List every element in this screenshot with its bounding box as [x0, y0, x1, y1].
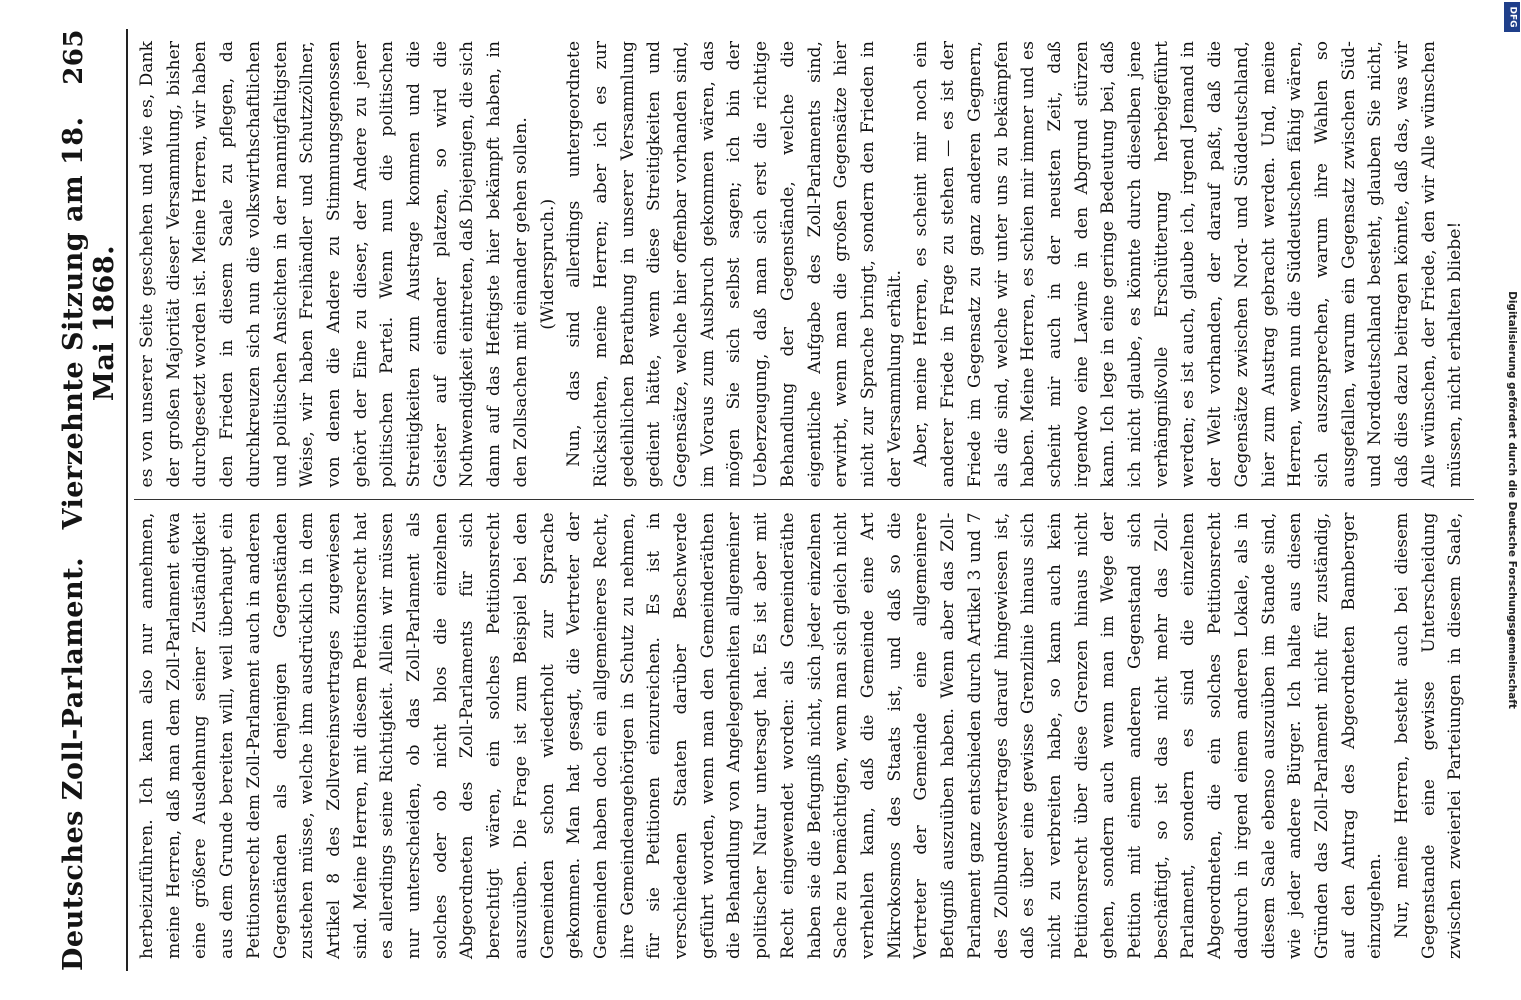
- paragraph: herbeizuführen. Ich kann also nur annehmen, meine Herren, daß man dem Zoll-Parlament etwa eine größere Ausdehnung seiner Zuständigkeit aus dem Grunde bereiten will, weil überhaupt ein Petitionsrecht dem Zoll-Parlament auch in anderen Gegenständen als denjenigen Gegenständen zustehen müsse, welche ihm ausdrücklich in dem Artikel 8 des Zollvereinsvertrages zugewiesen sind. Meine Herren, mit diesem Petitionsrecht hat es allerdings seine Richtigkeit. Allein wir müssen nur unterscheiden, ob das Zoll-Parlament als solches oder ob nicht blos die einzelnen Abgeordneten des Zoll-Parlaments für sich berechtigt wären, ein solches Petitionsrecht auszuüben. Die Frage ist zum Beispiel bei den Gemeinden schon wiederholt zur Sprache gekommen. Man hat gesagt, die Vertreter der Gemeinden haben doch ein allgemeineres Recht, ihre Gemeindeangehörigen in Schutz zu nehmen, für sie Petitionen einzureichen. Es ist in verschiedenen Staaten darüber Beschwerde geführt worden, wenn man den Gemeinderäthen die Behandlung von Angelegenheiten allgemeiner politischer Natur untersagt hat. Es ist aber mit Recht eingewendet worden: als Gemeinderäthe haben sie die Befugniß nicht, sich jeder einzelnen Sache zu bemächtigen, wenn man sich gleich nicht verhehlen kann, daß die Gemeinde eine Art Mikrokosmos des Staats ist, und daß so die Vertreter der Gemeinde eine allgemeinere Befugniß auszuüben haben. Wenn aber das Zoll-Parlament ganz entschieden durch Artikel 3 und 7 des Zollbundesvertrages darauf hingewiesen ist, daß es über eine gewisse Grenzlinie hinaus sich nicht zu verbreiten habe, so kann auch kein Petitionsrecht über diese Grenzen hinaus nicht gehen, sondern auch wenn man im Wege der Petition mit einem anderen Gegenstand sich beschäftigt, so ist das nicht mehr das Zoll-Parlament, sondern es sind die einzelnen Abgeordneten, die ein solches Petitionsrecht dadurch in irgend einem anderen Lokale, als in diesem Saale ebenso auszuüben im Stande sind, wie jeder andere Bürger. Ich halte aus diesen Gründen das Zoll-Parlament nicht für zuständig, auf den Antrag des Abgeordneten Bamberger einzugehen.: [137, 512, 1386, 959]
- page-number: 265: [59, 29, 89, 85]
- paragraph: Nun, das sind allerdings untergeordnete Rücksichten, meine Herren; aber ich es zur gedeihlichen Berathung in unserer Versammlung gedient hätte, wenn diese Streitigkeiten und Gegensätze, welche hier offenbar vorhanden sind, im Voraus zum Ausbruch gekommen wären, das mögen Sie sich selbst sagen; ich bin der Ueberzeugung, daß man sich erst die richtige Behandlung der Gegenstände, welche die eigentliche Aufgabe des Zoll-Parlaments sind, erwirbt, wenn man die großen Gegensätze hier nicht zur Sprache bringt, sondern den Frieden in der Versammlung erhält.: [564, 41, 905, 488]
- left-column: [134, 501, 1474, 972]
- dfg-logo: DFG: [1504, 2, 1520, 32]
- running-head: [58, 29, 128, 971]
- interjection: (Widerspruch.): [537, 198, 558, 330]
- paragraph: Aber, meine Herren, es scheint mir noch ein anderer Friede in Frage zu stehen — es ist der Friede im Gegensatz zu ganz anderen Gegnern, als die sind, welche wir unter uns zu bekämpfen haben. Meine Herren, es schien mir immer und es scheint mir auch in der neusten Zeit, daß irgendwo eine Lawine in den Abgrund stürzen kann. Ich lege in eine geringe Bedeutung bei, daß ich nicht glaube, es könnte durch dieselben jene verhängnißvolle Erschütterung herbeigeführt werden; es ist auch, glaube ich, irgend Jemand in der Welt vorhanden, der darauf paßt, daß die Gegensätze zwischen Nord- und Süddeutschland, hier zum Austrag gebracht werden. Und, meine Herren, wenn nun die Süddeutschen fähig wären, sich auszusprechen, warum ihre Wahlen so ausgefallen, warum ein Gegensatz zwischen Süd- und Norddeutschland besteht, glauben Sie nicht, daß dies dazu beitragen könnte, daß das, was wir Alle wünschen, der Friede, den wir Alle wünschen müssen, nicht erhalten bliebe!: [911, 41, 1466, 488]
- running-head-title: Vierzehnte Sitzung am 18. Mai 1868.: [58, 116, 120, 530]
- credit-text: Digitalisierung gefördert durch die Deutsche Forschungsgemeinschaft: [1506, 291, 1518, 709]
- interjection: [1469, 41, 1474, 488]
- paragraph: es von unserer Seite geschehen und wie es, Dank der großen Majorität dieser Versammlung, bisher durchgesetzt worden ist. Meine Herren, wir haben den Frieden in diesem Saale zu pflegen, da durchkreuzen sich nun die volkswirthschaftlichen und politischen Ansichten in der mannigfaltigsten Weise, wir haben Freihändler und Schutzzöllner, von denen die Andere zu Stimmungsgenossen gehört der Eine zu dieser, der Andere zu jener politischen Partei. Wenn nun die politischen Streitigkeiten zum Austrage kommen und die Geister auf einander platzen, so wird die Nothwendigkeit eintreten, daß Diejenigen, die sich dann auf das Heftigste hier bekämpft haben, in den Zollsachen mit einander gehen sollen.: [137, 41, 531, 488]
- digitization-credit: [1503, 0, 1521, 1000]
- running-head-left: Deutsches Zoll-Parlament.: [58, 557, 89, 971]
- text-columns: [134, 29, 1474, 971]
- rotated-page: [40, 5, 1480, 995]
- right-column: [134, 29, 1474, 501]
- paragraph: Nur, meine Herren, besteht auch bei diesem Gegenstande eine gewisse Unterscheidung zwischen zweierlei Parteiungen in diesem Saale,: [1392, 512, 1466, 959]
